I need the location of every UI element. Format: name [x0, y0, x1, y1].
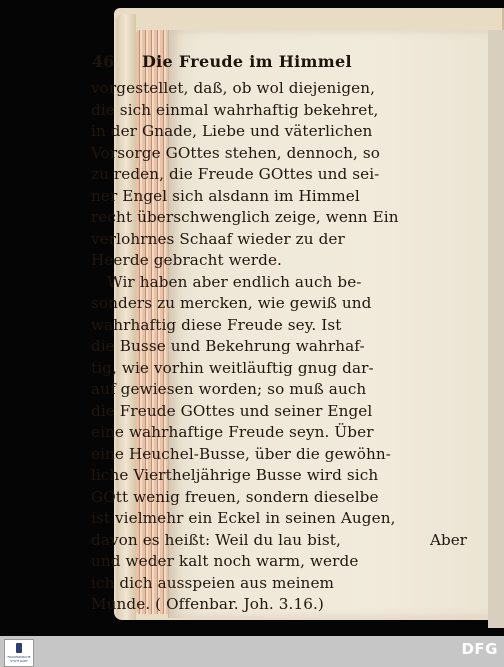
text-line: wahrhaftig diese Freude sey. Ist	[91, 315, 342, 334]
text-line: recht überschwenglich zeige, wenn Ein	[91, 208, 399, 226]
facing-page-edge	[488, 30, 504, 628]
text-line: Munde. ( Offenbar. Joh. 3.16.)	[91, 595, 324, 613]
library-logo-text: FRAUENKIRCHE STUTTGART	[7, 655, 31, 663]
text-line: sonders zu mercken, wie gewiß und	[91, 294, 372, 312]
running-head: Die Freude im Himmel	[142, 52, 352, 71]
text-line: GOtt wenig freuen, sondern dieselbe	[91, 487, 379, 506]
church-icon	[16, 643, 22, 653]
library-logo[interactable]	[4, 639, 34, 667]
text-line: davon es heißt: Weil du lau bist,	[91, 530, 341, 549]
text-line: Wir haben aber endlich auch be-	[107, 272, 362, 291]
viewer-footer-bar	[0, 636, 504, 667]
text-line: tig, wie vorhin weitläuftig gnug dar-	[91, 358, 374, 377]
catchword: Aber	[430, 531, 467, 549]
dfg-logo[interactable]: DFG	[461, 640, 498, 658]
text-line: Vorsorge GOttes stehen, dennoch, so	[91, 143, 380, 162]
text-line: vorgestellet, daß, ob wol diejenigen,	[91, 79, 376, 97]
page-number: 46	[92, 52, 115, 71]
text-line: zu reden, die Freude GOttes und sei-	[91, 165, 380, 183]
page-header	[92, 50, 392, 76]
text-line: und weder kalt noch warm, werde	[91, 552, 359, 570]
text-line: ist vielmehr ein Eckel in seinen Augen,	[91, 509, 396, 527]
text-line: eine Heuchel-Busse, über die gewöhn-	[91, 444, 392, 463]
text-line: die sich einmal wahrhaftig bekehret,	[91, 100, 379, 119]
page-text	[91, 78, 463, 616]
text-line: Heerde gebracht werde.	[91, 251, 282, 269]
text-line: eine wahrhaftige Freude seyn. Über	[91, 423, 374, 441]
text-line: in der Gnade, Liebe und väterlichen	[91, 122, 373, 140]
text-line: auf gewiesen worden; so muß auch	[91, 380, 367, 398]
text-line: ich dich ausspeien aus meinem	[91, 573, 335, 592]
text-line: die Busse und Bekehrung wahrhaf-	[91, 337, 365, 355]
text-line: verlohrnes Schaaf wieder zu der	[91, 229, 345, 248]
text-line: ner Engel sich alsdann im Himmel	[91, 186, 360, 205]
text-line: die Freude GOttes und seiner Engel	[91, 401, 373, 420]
text-line: liche Viertheljährige Busse wird sich	[91, 466, 379, 484]
